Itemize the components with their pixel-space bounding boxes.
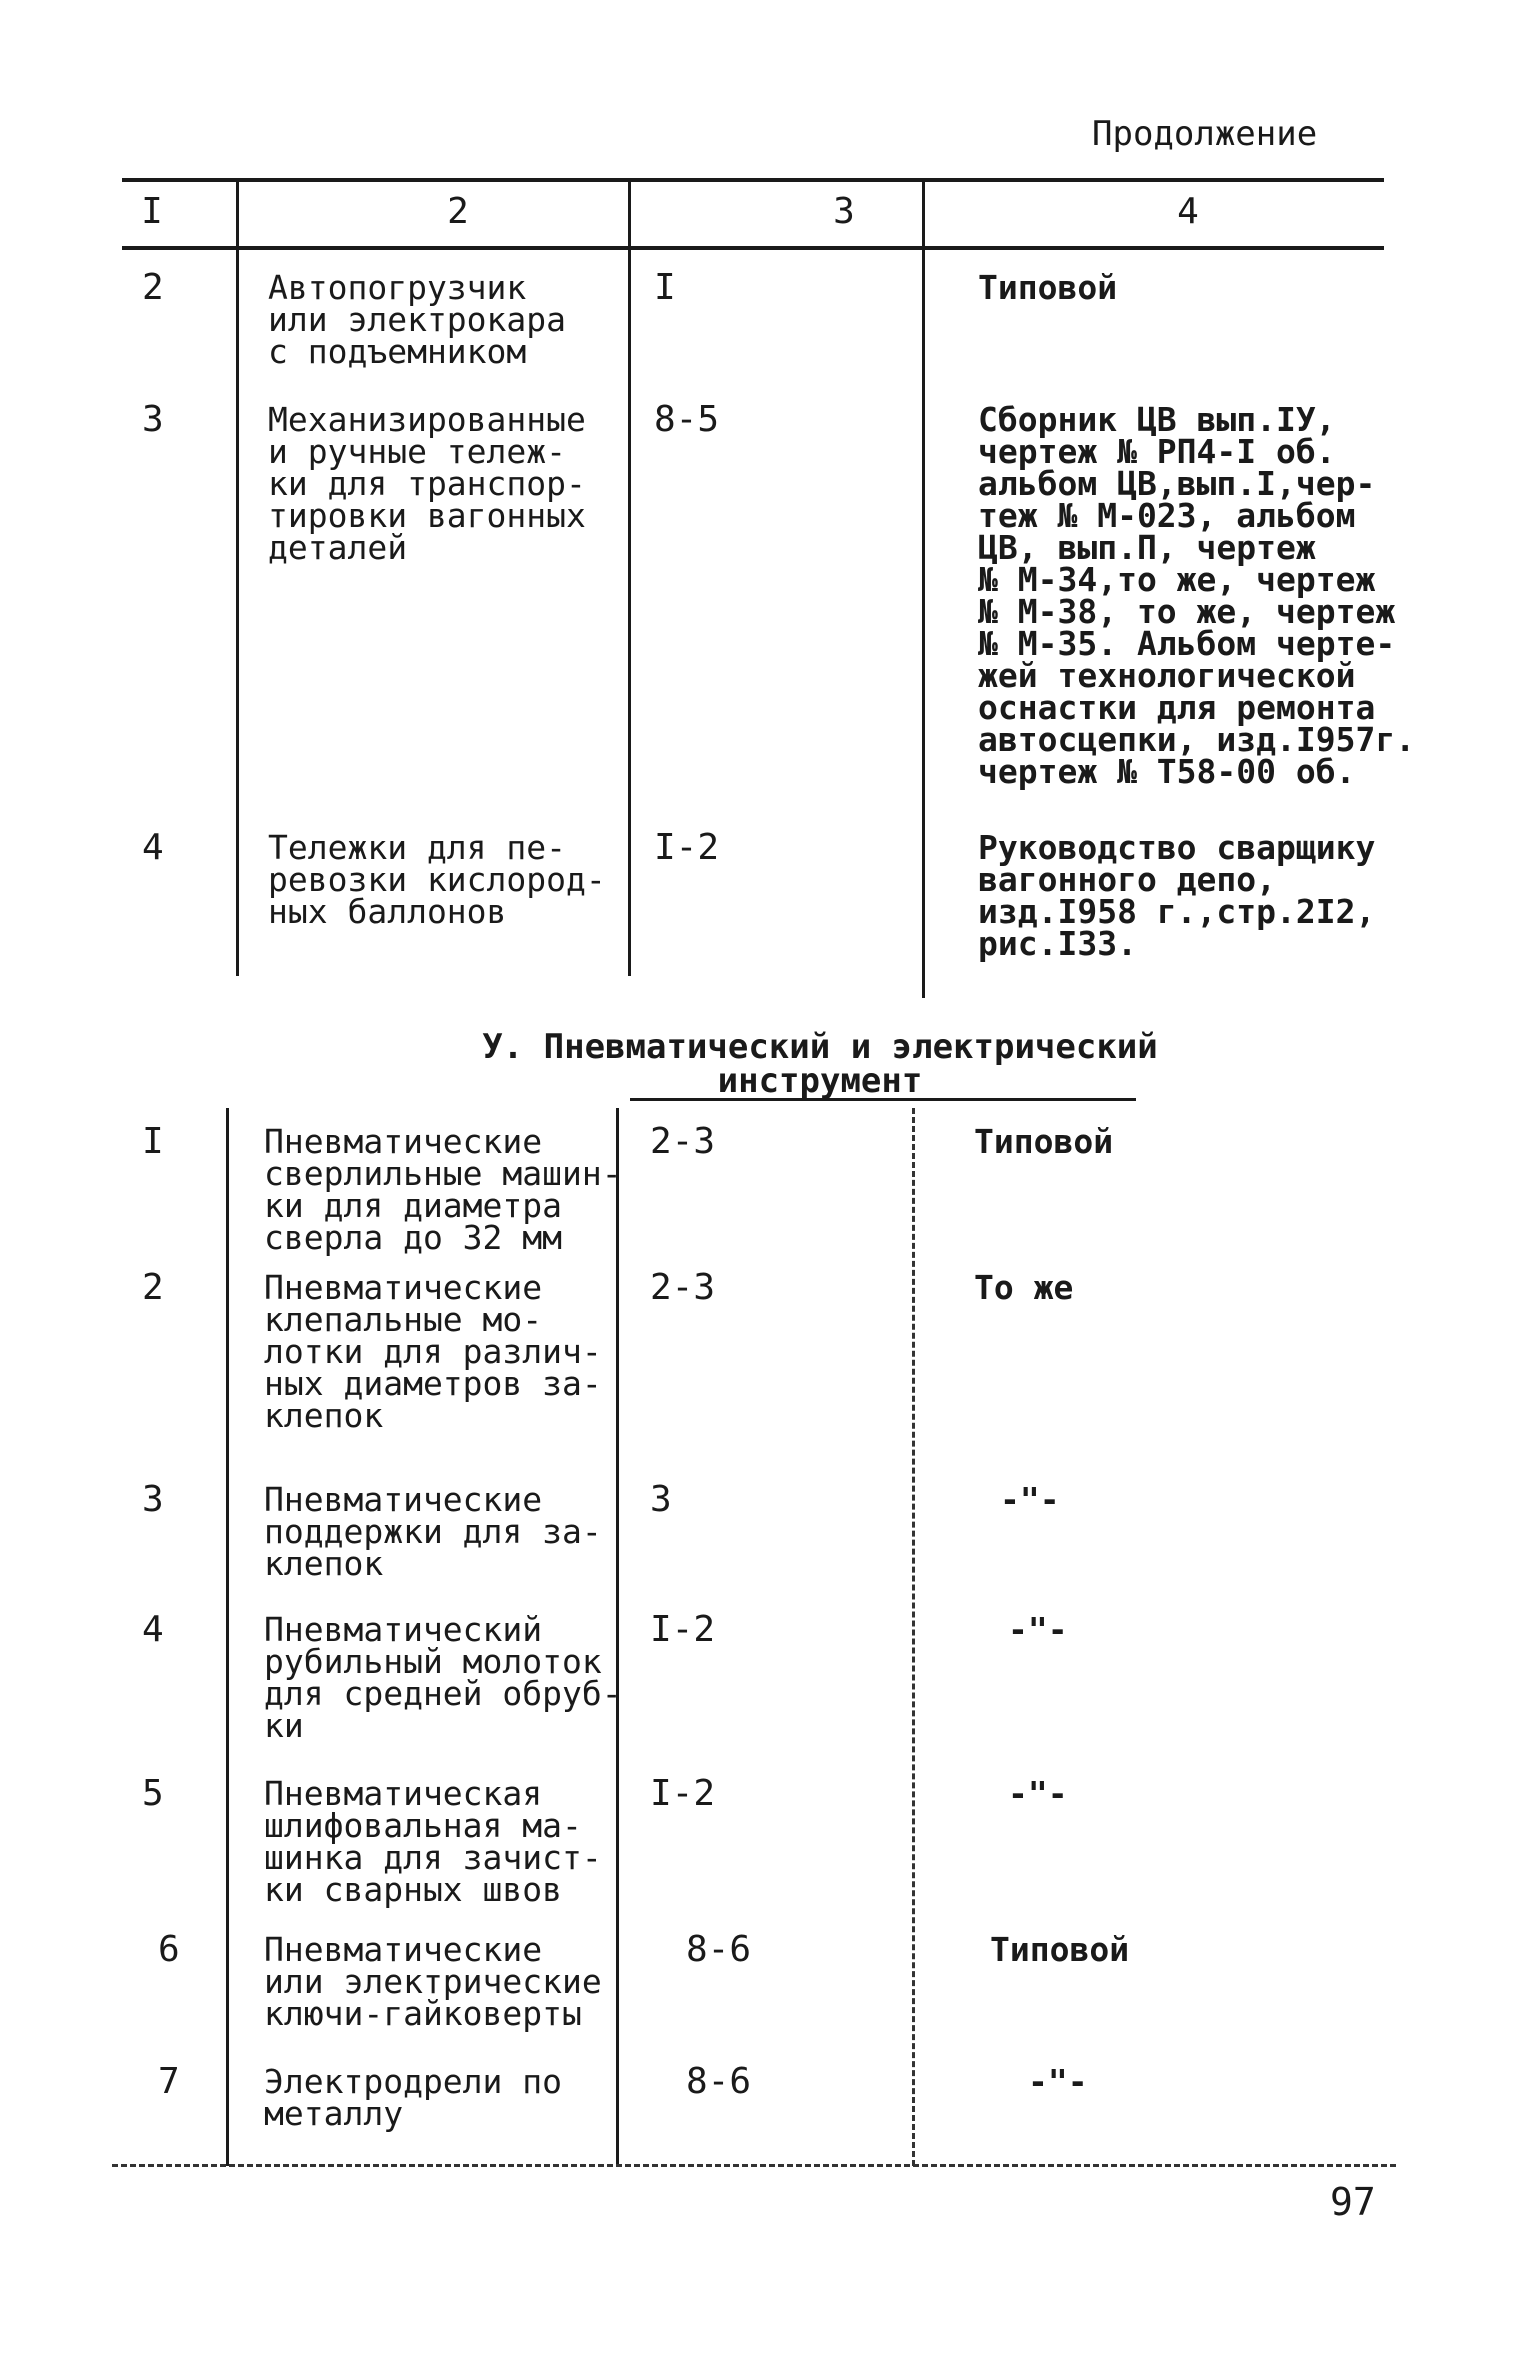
table-bottom-rule <box>112 2164 1396 2167</box>
col-line-1-bottom <box>226 1108 229 2166</box>
row-qty: 3 <box>650 1479 672 1520</box>
row-number: 6 <box>158 1929 180 1970</box>
row-name: Пневматическая шлифовальная ма- шинка для зачист- ки сварных швов <box>264 1774 602 1909</box>
row-number: 3 <box>142 399 164 440</box>
row-ref: Типовой <box>974 1122 1114 1161</box>
row-number: 4 <box>142 1609 164 1650</box>
continuation-label: Продолжение <box>1092 114 1318 154</box>
row-name: Тележки для пе- ревозки кислород- ных баллонов <box>268 828 606 931</box>
col-line-3-bottom <box>912 1108 915 2166</box>
header-col-2: 2 <box>447 191 469 232</box>
row-name: Пневматические сверлильные машин- ки для диаметра сверла до 32 мм <box>264 1122 622 1257</box>
row-name: Пневматические клепальные мо- лотки для различ- ных диаметров за- клепок <box>264 1268 602 1435</box>
row-qty: I-2 <box>654 827 720 868</box>
row-number: 2 <box>142 1267 164 1308</box>
row-ref: -"- <box>1028 2062 1088 2101</box>
row-number: 4 <box>142 827 164 868</box>
col-line-2-top <box>628 178 631 976</box>
row-name: Электродрели по металлу <box>264 2062 563 2133</box>
row-qty: 2-3 <box>650 1267 716 1308</box>
header-col-4: 4 <box>1177 191 1199 232</box>
row-ref: -"- <box>1008 1610 1068 1649</box>
row-qty: 2-3 <box>650 1121 716 1162</box>
row-ref: -"- <box>1008 1774 1068 1813</box>
row-ref: Типовой <box>978 268 1118 307</box>
row-qty: I-2 <box>650 1609 716 1650</box>
row-qty: 8-6 <box>686 1929 752 1970</box>
row-qty: I <box>654 267 676 308</box>
table-top-rule <box>122 178 1384 182</box>
row-name: Пневматический рубильный молоток для средней обруб- ки <box>264 1610 622 1745</box>
section-title: У. Пневматический и электрический инструмент <box>482 1027 1158 1101</box>
row-name: Пневматические или электрические ключи-гайковерты <box>264 1930 602 2033</box>
page-number: 97 <box>1330 2180 1376 2224</box>
row-name: Механизированные и ручные тележ- ки для транспор- тировки вагонных деталей <box>268 400 586 567</box>
row-name: Пневматические поддержки для за- клепок <box>264 1480 602 1583</box>
row-name: Автопогрузчик или электрокара с подъемником <box>268 268 567 371</box>
header-col-3: 3 <box>833 191 855 232</box>
row-qty: 8-5 <box>654 399 720 440</box>
row-qty: I-2 <box>650 1773 716 1814</box>
row-ref: Руководство сварщику вагонного депо, изд.I958 г.,стр.2I2, рис.I33. <box>978 828 1376 963</box>
row-number: 7 <box>158 2061 180 2102</box>
row-ref: Сборник ЦВ вып.IУ, чертеж № РП4-I об. альбом ЦВ,вып.I,чер- теж № М-023, альбом ЦВ, вып.П, чертеж № М-34,то же, чертеж № М-38, то же, чертеж № М-35. Альбом черте- жей технологической оснастки для ремонта автосцепки, изд.I957г. чертеж № Т58-00 об. <box>978 400 1416 791</box>
row-qty: 8-6 <box>686 2061 752 2102</box>
row-number: 5 <box>142 1773 164 1814</box>
table-header-rule <box>122 246 1384 250</box>
row-ref: То же <box>974 1268 1074 1307</box>
header-col-1: I <box>141 191 163 232</box>
row-ref: -"- <box>1000 1480 1060 1519</box>
col-line-1-top <box>236 178 239 976</box>
row-number: I <box>142 1121 164 1162</box>
row-ref: Типовой <box>990 1930 1130 1969</box>
section-title-underline <box>630 1098 1136 1101</box>
row-number: 2 <box>142 267 164 308</box>
col-line-3-top <box>922 178 925 998</box>
row-number: 3 <box>142 1479 164 1520</box>
